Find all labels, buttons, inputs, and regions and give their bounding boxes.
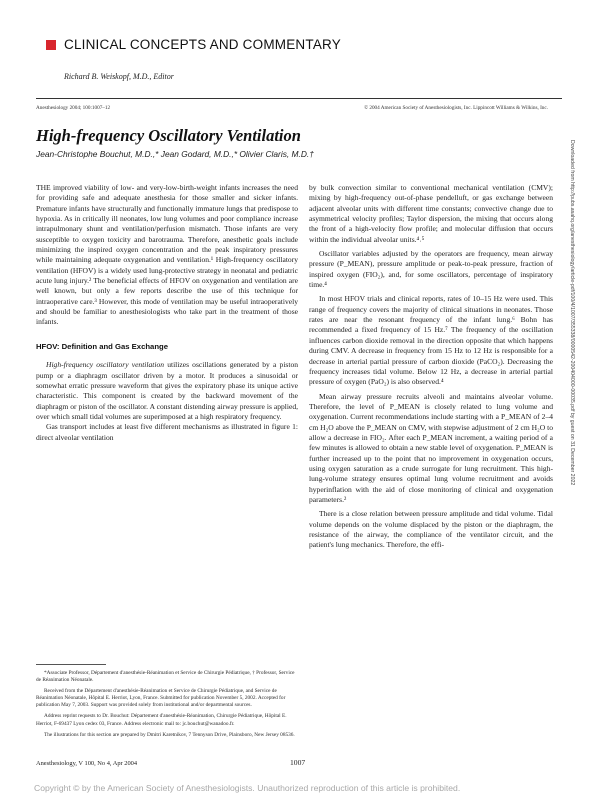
editor-line: Richard B. Weiskopf, M.D., Editor bbox=[64, 72, 174, 81]
left-column bbox=[36, 183, 298, 443]
journal-citation-line bbox=[36, 105, 562, 111]
intro-paragraph: THE improved viability of low- and very-low-birth-weight infants increases the need for providing safe and adequate anesthesia for those smaller and sicker infants. Premature infants have structurally and functionally immature lungs that predispose to hypoxia. As in critically ill neonates, low lung volumes and poor compliance increase intrapulmonary shunt and ventilation/perfusion mismatch. Those infants are very susceptible to oxygen toxicity and barotrauma. Therefore, anesthetic goals include minimizing the inspired oxygen concentration and the peak inspiratory pressures while maintaining adequate oxygenation and ventilation.¹ High-frequency oscillatory ventilation (HFOV) is a widely used lung-protective strategy in neonatal and pediatric acute lung injury.² The beneficial effects of HFOV on oxygenation and ventilation are well known, but only a few reports describe the use of this technique for intraoperative care.³ However, this mode of ventilation may be useful intraoperatively and should be familiar to anesthesiologists who take part in the treatment of those infants. bbox=[36, 183, 298, 327]
copyright-notice: © 2004 American Society of Anesthesiologists, Inc. Lippincott Williams & Wilkins, Inc. bbox=[364, 105, 548, 111]
header-rule bbox=[36, 98, 562, 99]
footnote-affiliation: *Associate Professor, Département d'anesthésie-Réanimation et Service de Chirurgie Pédiatrique, † Professor, Service de Réanimation Néonatale. bbox=[36, 670, 295, 684]
copyright-watermark: Copyright © by the American Society of Anesthesiologists. Unauthorized reproduction of this article is prohibited. bbox=[34, 783, 461, 793]
footer-journal: Anesthesiology, V 100, No 4, Apr 2004 bbox=[36, 760, 138, 767]
article-authors: Jean-Christophe Bouchut, M.D.,* Jean Godard, M.D.,* Olivier Claris, M.D.† bbox=[36, 149, 314, 159]
mechanisms-paragraph: by bulk convection similar to conventional mechanical ventilation (CMV); mixing by high-frequency out-of-phase pendelluft, or gas exchange between adjacent alveolar units with different time constants; convective change due to asymmetrical velocity profiles; Taylor dispersion, the mixing that occurs along the front of a high-velocity flow profile; and molecular diffusion that occurs within the individual alveolar units.⁴˒⁵ bbox=[309, 183, 553, 244]
amplitude-paragraph: There is a close relation between pressure amplitude and tidal volume. Tidal volume depends on the volume displaced by the piston or the diaphragm, the resistance of the airway, the compliance of the ventilator circuit, and the patient's lung mechanics. Therefore, the effi- bbox=[309, 509, 553, 550]
definition-paragraph: High-frequency oscillatory ventilation utilizes oscillations generated by a piston pump or a diaphragm oscillator driven by a motor. It produces a sinusoidal or somewhat erratic pressure waveform that gives the expiratory phase its unique active characteristic. This component is created by the backward movement of the diaphragm or piston of the oscillator. A constant distending airway pressure is applied, over which small tidal volumes are superimposed at a high respiratory frequency. bbox=[36, 360, 298, 421]
download-note: Downloaded from http://pubs.asahq.org/anesthesiology/article-pdf/100/4/1007/355338/0000542-200404000-00035.pdf by guest on 31 December 2022 bbox=[569, 140, 575, 486]
footnote-received: Received from the Département d'anesthésie-Réanimation et Service de Chirurgie Pédiatrique, and Service de Réanimation Néonatale, Hôpital E. Herriot, Lyon, France. Submitted for publication November 5, 2002. Accepted for publication May 7, 2003. Support was provided solely from institutional and/or departmental sources. bbox=[36, 688, 286, 709]
gas-transport-paragraph: Gas transport includes at least five different mechanisms as illustrated in figure 1: direct alveolar ventilation bbox=[36, 422, 298, 442]
section-heading: CLINICAL CONCEPTS AND COMMENTARY bbox=[46, 37, 341, 52]
frequency-paragraph: In most HFOV trials and clinical reports, rates of 10–15 Hz were used. This range of frequency covers the majority of clinical situations in neonates. Those rates are near the resonant frequency of the infant lung.⁶ Bohn has recommended a fixed frequency of 15 Hz.⁷ The frequency of the oscillation influences carbon dioxide removal in the direction opposite that which happens during CMV. A decrease in frequency from 15 Hz to 12 Hz is responsible for a decrease in arterial partial pressure of carbon dioxide (PaCO₂). Decreasing the frequency increases tidal volume. Below 12 Hz, a decrease in arterial partial pressure of oxygen (PaO₂) is also observed.⁴ bbox=[309, 294, 553, 387]
footnote-divider bbox=[36, 664, 106, 665]
mean-pressure-paragraph: Mean airway pressure recruits alveoli and maintains alveolar volume. Therefore, the level of P_MEAN is closely related to lung volume and oxygenation. Current recommendations include starting with a P_MEAN of 2–4 cm H₂O above the P_MEAN on CMV, with stepwise adjustment of 2 cm H₂O to allow a decrease in FIO₂. After each P_MEAN increment, a waiting period of a few minutes is allowed to obtain a new stable level of oxygenation. P_MEAN is further increased up to the point that no improvement in oxygenation occurs, using oxygen saturation as a crude surrogate for lung recruitment. This high-lung-volume strategy ensures optimal lung volume recruitment and avoids hyperinflation with the aid of close monitoring of clinical and oxygenation parameters.² bbox=[309, 391, 553, 504]
definition-term: High-frequency oscillatory ventilation bbox=[46, 360, 165, 370]
footnotes bbox=[36, 664, 298, 743]
right-column bbox=[309, 183, 553, 551]
footnote-reprints: Address reprint requests to Dr. Bouchut: Département d'anesthésie-Réanimation, Chirurgie Pédiatrique, Hôpital E. Herriot, F-69437 Lyon cedex 03, France. Address electronic mail to: jc.bouchut@wanadoo.fr. bbox=[36, 713, 287, 727]
section-heading-hfov: HFOV: Definition and Gas Exchange bbox=[36, 341, 168, 351]
section-marker-icon bbox=[46, 40, 56, 50]
article-title: High-frequency Oscillatory Ventilation bbox=[36, 126, 301, 145]
page-number: 1007 bbox=[290, 758, 306, 767]
footnote-illustrations: The illustrations for this section are prepared by Dmitri Karetnikov, 7 Tennyson Drive, Plainsboro, New Jersey 08536. bbox=[44, 731, 295, 738]
variables-paragraph: Oscillator variables adjusted by the operators are frequency, mean airway pressure (P_MEAN), pressure amplitude or peak-to-peak pressure, fraction of inspired oxygen (FIO₂), and, for some oscillators, percentage of inspiratory time.⁴ bbox=[309, 249, 553, 290]
journal-citation: Anesthesiology 2004; 100:1007–12 bbox=[36, 105, 111, 111]
